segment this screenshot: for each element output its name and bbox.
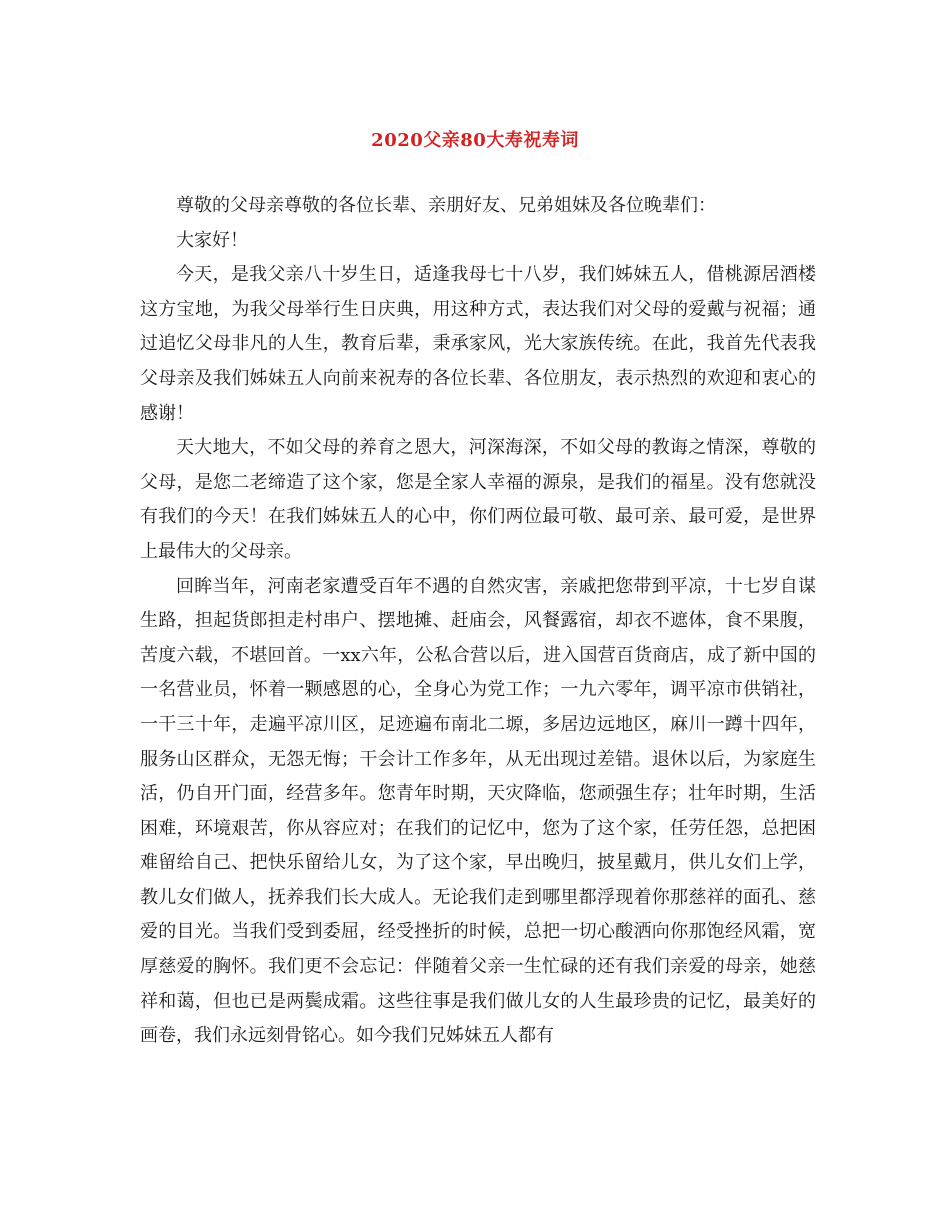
paragraph-greeting: 大家好！ (176, 229, 248, 251)
paragraph-memories: 回眸当年，河南老家遭受百年不遇的自然灾害，亲戚把您带到平凉，十七岁自谋生路，担起货郎担走村串户、摆地摊、赶庙会，风餐露宿，却衣不遮体，食不果腹，苦度六载，不堪回首。一xx六年，公私合营以后，进入国营百货商店，成了新中国的一名营业员，怀着一颗感恩的心，全身心为党工作；一九六零年，调平凉市供销社，一干三十年，走遍平凉川区，足迹遍布南北二塬，多居边远地区，麻川一蹲十四年，服务山区群众，无怨无悔；干会计工作多年，从无出现过差错。退休以后，为家庭生活，仍自开门面，经营多年。您青年时期，天灾降临，您顽强生存；壮年时期，生活困难，环境艰苦，你从容应对；在我们的记忆中，您为了这个家，任劳任怨，总把困难留给自己、把快乐留给儿女，为了这个家，早出晚归，披星戴月，供儿女们上学，教儿女们做人，抚养我们长大成人。无论我们走到哪里都浮现着你那慈祥的面孔、慈爱的目光。当我们受到委屈，经受挫折的时候，总把一切心酸洒向你那饱经风霜，宽厚慈爱的胸怀。我们更不会忘记：伴随着父亲一生忙碌的还有我们亲爱的母亲，她慈祥和蔼，但也已是两鬓成霜。这些往事是我们做儿女的人生最珍贵的记忆，最美好的画卷，我们永远刻骨铭心。如今我们兄姊妹五人都有 (140, 575, 816, 1047)
paragraph-introduction: 今天，是我父亲八十岁生日，适逢我母七十八岁，我们姊妹五人，借桃源居酒楼这方宝地，为我父母举行生日庆典，用这种方式，表达我们对父母的爱戴与祝福；通过追忆父母非凡的人生，教育后辈，秉承家风，光大家族传统。在此，我首先代表我父母亲及我们姊妹五人向前来祝寿的各位长辈、各位朋友，表示热烈的欢迎和衷心的感谢！ (140, 264, 816, 424)
paragraph-salutation: 尊敬的父母亲尊敬的各位长辈、亲朋好友、兄弟姐妹及各位晚辈们： (176, 195, 716, 216)
paragraph-gratitude: 天大地大，不如父母的养育之恩大，河深海深，不如父母的教诲之情深，尊敬的父母，是您二老缔造了这个家，您是全家人幸福的源泉，是我们的福星。没有您就没有我们的今天！在我们姊妹五人的心中，你们两位最可敬、最可亲、最可爱，是世界上最伟大的父母亲。 (140, 437, 816, 562)
document-title: 2020父亲80大寿祝寿词 (371, 130, 579, 151)
document-body (140, 189, 816, 1054)
